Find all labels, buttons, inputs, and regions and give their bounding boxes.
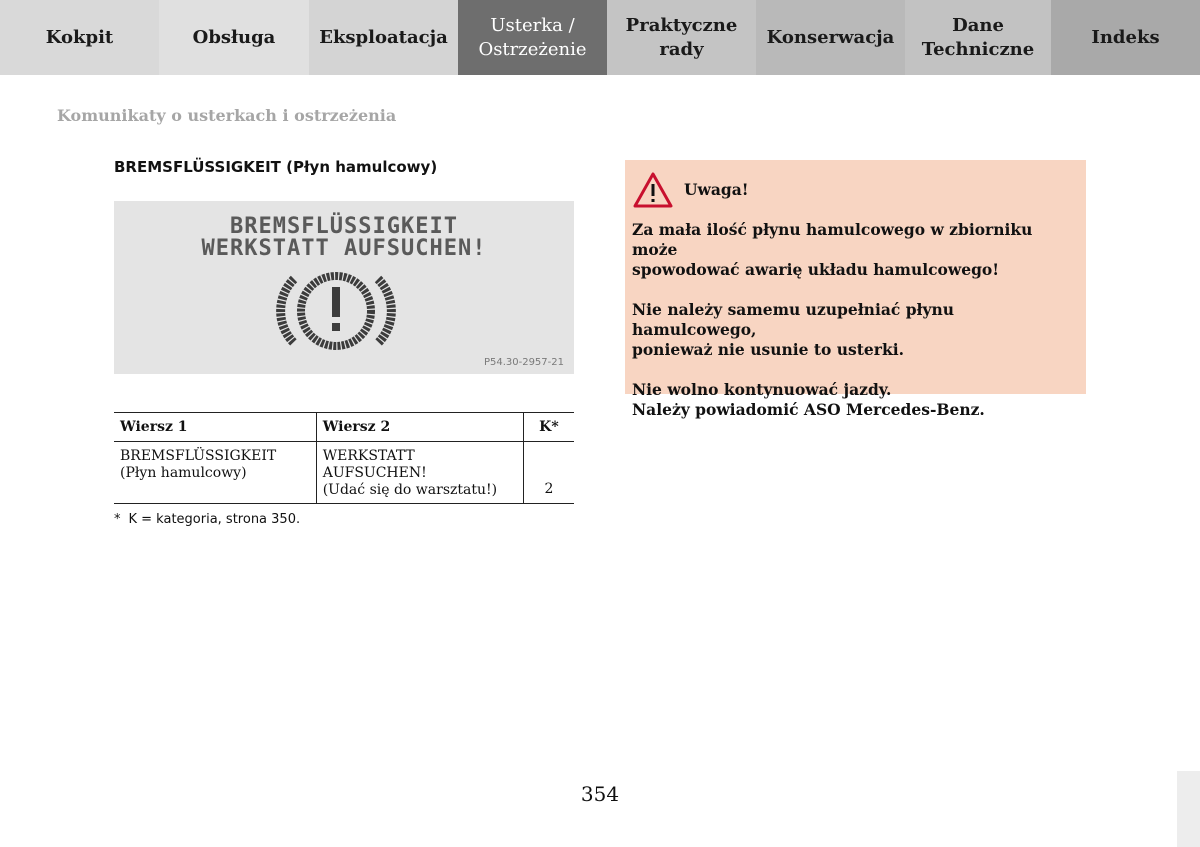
warning-paragraph (632, 220, 1079, 280)
display-line-2: WERKSTATT AUFSUCHEN! (201, 236, 487, 261)
table-row (114, 442, 574, 504)
table-cell-line1 (114, 442, 316, 504)
display-illustration (114, 201, 574, 374)
cell-text: BREMSFLÜSSIGKEIT (120, 448, 277, 464)
warning-text: ponieważ nie usunie to usterki. (632, 340, 904, 359)
footnote-text: K = kategoria, strona 350. (128, 512, 301, 527)
tab-kokpit[interactable]: Kokpit (0, 0, 159, 75)
footnote-marker: * (114, 512, 121, 527)
warning-text: Należy powiadomić ASO Mercedes-Benz. (632, 400, 985, 419)
brake-warning-icon (281, 276, 392, 346)
instrument-cluster-display (114, 201, 574, 374)
table-header-category: K* (523, 413, 574, 442)
cell-text: (Płyn hamulcowy) (120, 465, 247, 481)
page-edge-tab (1177, 771, 1200, 847)
message-heading: BREMSFLÜSSIGKEIT (Płyn hamulcowy) (114, 158, 438, 176)
display-line-1: BREMSFLÜSSIGKEIT (230, 214, 458, 239)
tab-eksploatacja[interactable]: Eksploatacja (309, 0, 458, 75)
warning-box (625, 160, 1086, 419)
section-title: Komunikaty o usterkach i ostrzeżenia (57, 106, 397, 125)
warning-paragraph (632, 380, 1079, 420)
tab-usterka-ostrzezenie[interactable]: Usterka / Ostrzeżenie (458, 0, 607, 75)
footnote (114, 512, 300, 527)
table-header-row (114, 413, 574, 442)
table-header-wiersz-1: Wiersz 1 (114, 413, 316, 442)
warning-title: Uwaga! (684, 180, 749, 199)
warning-text: Nie należy samemu uzupełniać płynu hamulcowego, (632, 300, 955, 339)
tab-konserwacja[interactable]: Konserwacja (756, 0, 905, 75)
tab-indeks[interactable]: Indeks (1051, 0, 1200, 75)
table-header-wiersz-2: Wiersz 2 (316, 413, 523, 442)
image-reference-code: P54.30-2957-21 (483, 357, 564, 368)
cell-text: WERKSTATT AUFSUCHEN! (322, 448, 427, 481)
chapter-tab-bar (0, 0, 1200, 75)
page-number: 354 (580, 782, 620, 806)
warning-text: Nie wolno kontynuować jazdy. (632, 380, 892, 399)
tab-dane-techniczne[interactable]: Dane Techniczne (905, 0, 1051, 75)
table-cell-line2 (316, 442, 523, 504)
warning-text: spowodować awarię układu hamulcowego! (632, 260, 1000, 279)
warning-triangle-icon (632, 171, 674, 209)
warning-header (632, 170, 1079, 210)
tab-praktyczne-rady[interactable]: Praktyczne rady (607, 0, 756, 75)
table-cell-category: 2 (523, 442, 574, 504)
warning-text: Za mała ilość płynu hamulcowego w zbiorniku może (632, 220, 1033, 259)
tab-obsluga[interactable]: Obsługa (159, 0, 309, 75)
cell-text: (Udać się do warsztatu!) (322, 482, 498, 498)
warning-paragraph (632, 300, 1079, 360)
message-table (114, 412, 574, 504)
